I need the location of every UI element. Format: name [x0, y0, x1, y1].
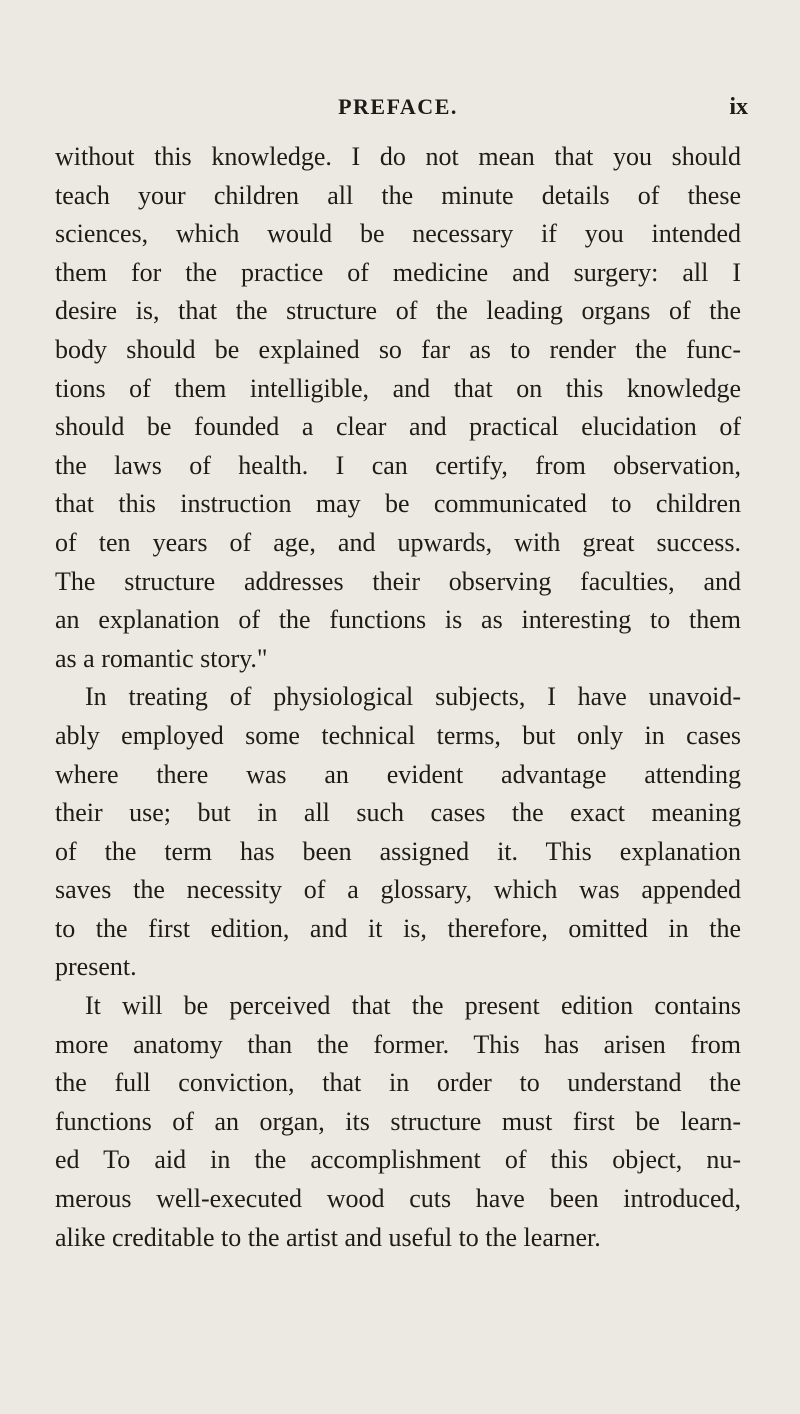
text-line: as a romantic story.": [55, 643, 268, 673]
text-line: an explanation of the functions is as interesting to them: [55, 605, 741, 635]
text-line: It will be perceived that the present edition contains: [85, 991, 741, 1021]
page-number: ix: [729, 94, 748, 120]
paragraph: [55, 138, 741, 678]
text-line: The structure addresses their observing faculties, and: [55, 566, 741, 596]
text-line: the laws of health. I can certify, from observation,: [55, 450, 741, 480]
text-line: more anatomy than the former. This has arisen from: [55, 1029, 741, 1059]
text-line: ed To aid in the accomplishment of this object, nu-: [55, 1145, 741, 1175]
text-line: merous well-executed wood cuts have been introduced,: [55, 1184, 741, 1214]
text-line: where there was an evident advantage attending: [55, 759, 741, 789]
text-line: ably employed some technical terms, but only in cases: [55, 720, 741, 750]
text-line: the full conviction, that in order to understand the: [55, 1068, 741, 1098]
text-line: saves the necessity of a glossary, which was appended: [55, 875, 741, 905]
text-line: to the first edition, and it is, therefore, omitted in the: [55, 913, 741, 943]
text-line: their use; but in all such cases the exact meaning: [55, 798, 741, 828]
text-line: body should be explained so far as to render the func-: [55, 334, 741, 364]
text-line: In treating of physiological subjects, I have unavoid-: [85, 682, 741, 712]
paragraph: [55, 678, 741, 987]
text-line: should be founded a clear and practical elucidation of: [55, 412, 741, 442]
running-head-title: PREFACE.: [338, 94, 458, 119]
text-line: them for the practice of medicine and surgery: all I: [55, 257, 741, 287]
text-line: that this instruction may be communicated to children: [55, 489, 741, 519]
text-line: alike creditable to the artist and useful to the learner.: [55, 1222, 601, 1252]
running-head: [48, 87, 748, 127]
text-line: teach your children all the minute details of these: [55, 180, 741, 210]
text-line: functions of an organ, its structure must first be learn-: [55, 1106, 741, 1136]
text-line: without this knowledge. I do not mean that you should: [55, 142, 741, 171]
text-line: present.: [55, 952, 137, 982]
text-line: desire is, that the structure of the leading organs of the: [55, 296, 741, 326]
text-line: of the term has been assigned it. This explanation: [55, 836, 741, 866]
text-line: tions of them intelligible, and that on this knowledge: [55, 373, 741, 403]
body-text: [55, 138, 741, 1257]
paragraph: [55, 987, 741, 1257]
text-line: sciences, which would be necessary if you intended: [55, 219, 741, 249]
text-line: of ten years of age, and upwards, with great success.: [55, 527, 741, 557]
